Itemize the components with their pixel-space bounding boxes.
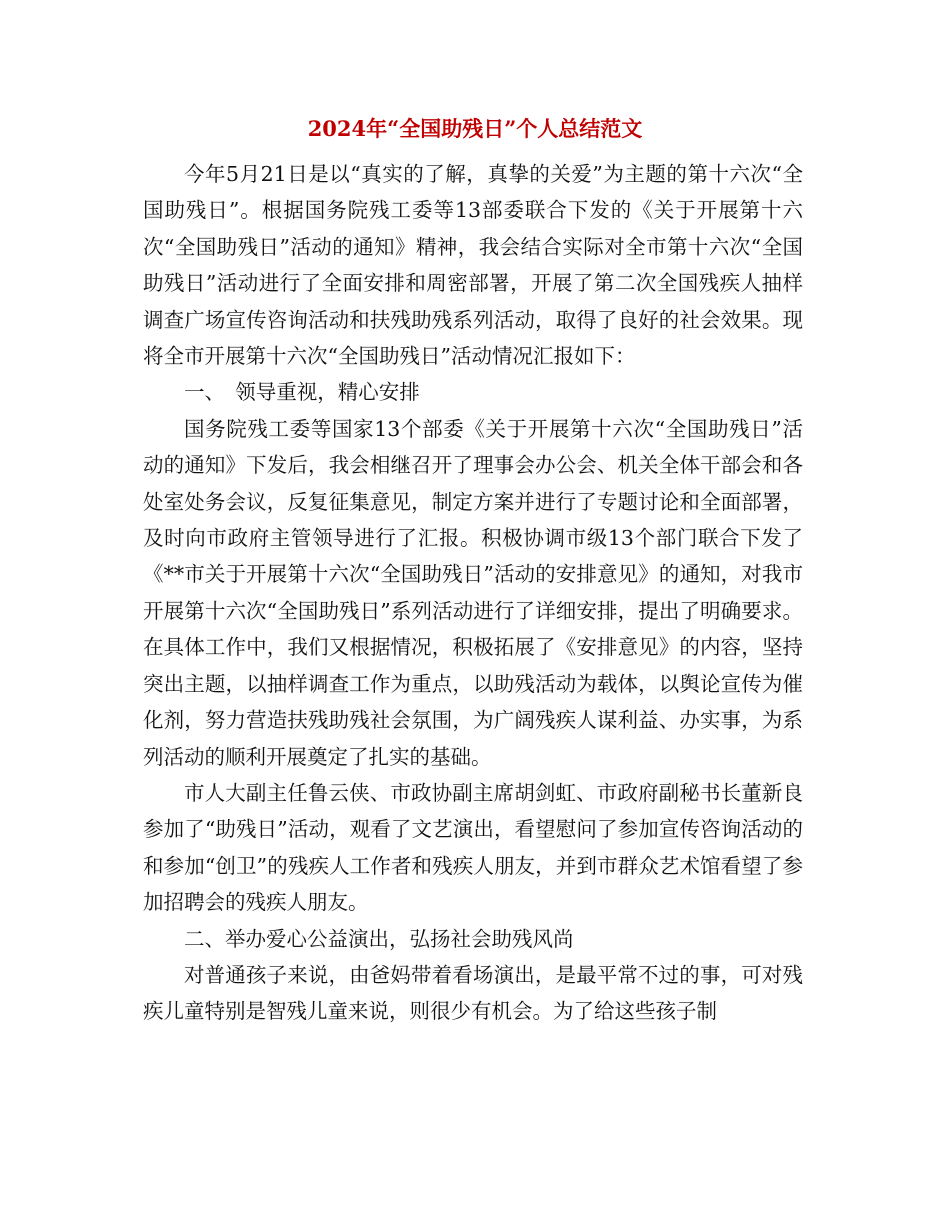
section-heading-2: 二、举办爱心公益演出，弘扬社会助残风尚	[184, 926, 574, 951]
paragraph-section-1: 国务院残工委等国家13个部委《关于开展第十六次“全国助残日”活动的通知》下发后，我会相继召开了理事会办公会、机关全体干部会和各处室处务会议，反复征集意见，制定方案并进行了专题讨论和全面部署，及时向市政府主管领导进行了汇报。积极协调市级13个部门联合下发了《**市关于开展第十六次“全国助残日”活动的安排意见》的通知，对我市开展第十六次“全国助残日”系列活动进行了详细安排，提出了明确要求。在具体工作中，我们又根据情况，积极拓展了《安排意见》的内容，坚持突出主题，以抽样调查工作为重点，以助残活动为载体，以舆论宣传为催化剂，努力营造扶残助残社会氛围，为广阔残疾人谋利益、办实事，为系列活动的顺利开展奠定了扎实的基础。	[143, 416, 803, 769]
section-heading-1: 一、 领导重视，精心安排	[184, 380, 420, 405]
paragraph-section-2: 对普通孩子来说，由爸妈带着看场演出，是最平常不过的事，可对残疾儿童特别是智残儿童来说，则很少有机会。为了给这些孩子制	[143, 962, 803, 1024]
paragraph-intro: 今年5月21日是以“真实的了解，真挚的关爱”为主题的第十六次“全国助残日”。根据国务院残工委等13部委联合下发的《关于开展第十六次“全国助残日”活动的通知》精神，我会结合实际对全市第十六次“全国助残日”活动进行了全面安排和周密部署，开展了第二次全国残疾人抽样调查广场宣传咨询活动和扶残助残系列活动，取得了良好的社会效果。现将全市开展第十六次“全国助残日”活动情况汇报如下：	[143, 162, 803, 369]
paragraph-leaders: 市人大副主任鲁云侠、市政协副主席胡剑虹、市政府副秘书长董新良参加了“助残日”活动，观看了文艺演出，看望慰问了参加宣传咨询活动的和参加“创卫”的残疾人工作者和残疾人朋友，并到市群众艺术馆看望了参加招聘会的残疾人朋友。	[143, 780, 803, 915]
document-title: 2024年“全国助残日”个人总结范文	[307, 116, 643, 141]
document-body	[143, 156, 803, 1030]
